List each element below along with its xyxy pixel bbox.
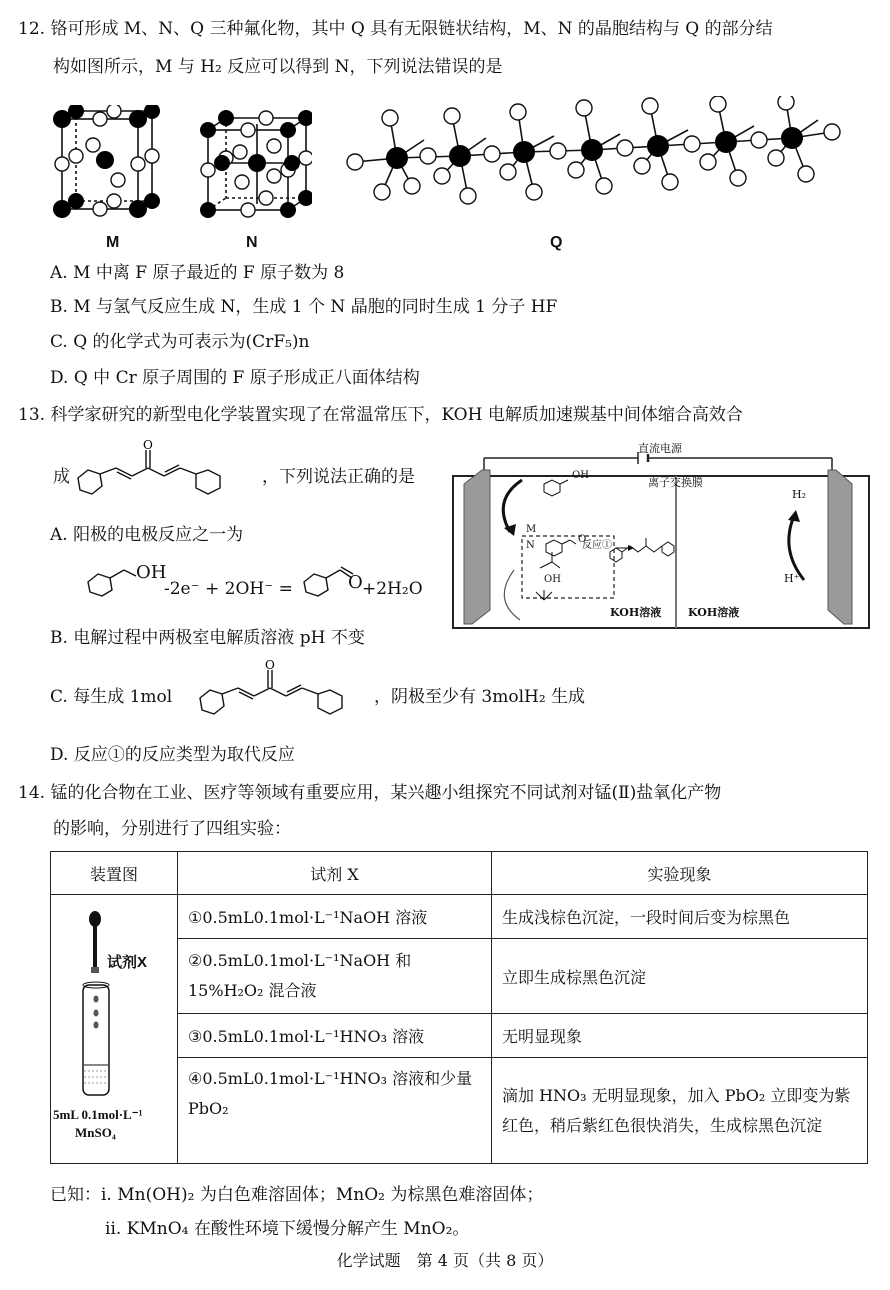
eq-oh: OH (136, 562, 167, 583)
q13-cheng: 成 (53, 467, 70, 487)
table-header-row (51, 852, 868, 895)
reagent-cell: ③0.5mL0.1mol·L⁻¹HNO₃ 溶液 (178, 1014, 492, 1058)
q13-option-d: D. 反应①的反应类型为取代反应 (50, 745, 295, 765)
device-solution-label-2: MnSO₄ (75, 1125, 116, 1140)
app-m-label: M (526, 524, 537, 535)
q13-stem-line2-tail: ，下列说法正确的是 (262, 467, 415, 487)
reaction-1-label: 反应① (582, 540, 612, 551)
device-solution-label-1: 5mL 0.1mol·L⁻¹ (53, 1107, 143, 1122)
carbonyl-o-label: O (143, 440, 153, 452)
q12-option-c: C. Q 的化学式为可表示为(CrF₅)n (50, 332, 310, 352)
test-tube-diagram (51, 905, 171, 1105)
reagent-cell: ①0.5mL0.1mol·L⁻¹NaOH 溶液 (178, 895, 492, 939)
q13-option-a: A. 阳极的电极反应之一为 (50, 525, 244, 545)
power-supply-label: 直流电源 (638, 442, 682, 455)
q14-stem-line1: 14. 锰的化合物在工业、医疗等领域有重要应用，某兴趣小组探究不同试剂对锰(Ⅱ)盐氧化产物 (18, 783, 722, 803)
header-phenomenon: 实验现象 (492, 852, 868, 895)
crystal-m-diagram (48, 105, 160, 225)
chain-q-diagram (340, 96, 850, 212)
q12-stem-line1: 12. 铬可形成 M、N、Q 三种氟化物，其中 Q 具有无限链状结构，M、N 的晶胞结构与 Q 的部分结 (18, 19, 773, 39)
device-reagent-label: 试剂X (107, 954, 148, 971)
app-oh-top: OH (572, 470, 589, 481)
electrolysis-apparatus (452, 440, 870, 630)
left-solution-label: KOH溶液 (610, 606, 662, 619)
app-n-label: N (526, 540, 535, 551)
q12-option-b: B. M 与氢气反应生成 N，生成 1 个 N 晶胞的同时生成 1 分子 HF (50, 297, 558, 317)
header-device: 装置图 (51, 852, 178, 895)
q12-stem-line2: 构如图所示，M 与 H₂ 反应可以得到 N，下列说法错误的是 (53, 57, 503, 77)
reagent-cell: ④0.5mL0.1mol·L⁻¹HNO₃ 溶液和少量 PbO₂ (178, 1058, 492, 1164)
label-q: Q (550, 234, 563, 251)
q13-stem-line1: 13. 科学家研究的新型电化学装置实现了在常温常压下，KOH 电解质加速羰基中间体缩合高效合 (18, 405, 743, 425)
reagent-cell: ②0.5mL0.1mol·L⁻¹NaOH 和 15%H₂O₂ 混合液 (178, 939, 492, 1014)
crystal-n-diagram (192, 108, 312, 220)
q12-option-d: D. Q 中 Cr 原子周围的 F 原子形成正八面体结构 (50, 368, 420, 388)
membrane-label: 离子交换膜 (648, 476, 703, 489)
hplus-label: H⁺ (784, 572, 800, 585)
right-solution-label: KOH溶液 (688, 606, 740, 619)
experiment-table (50, 851, 868, 1164)
page-footer: 化学试题 第 4 页（共 8 页） (336, 1251, 554, 1270)
q13-option-c-pre: C. 每生成 1mol (50, 687, 173, 707)
app-o-label: O (578, 534, 587, 545)
benzyl-alcohol-structure (84, 560, 144, 600)
dibenzylideneacetone-structure-c (196, 660, 380, 722)
header-reagent: 试剂 X (178, 852, 492, 895)
app-oh-bottom: OH (544, 574, 561, 585)
q14-known-2: ⅱ. KMnO₄ 在酸性环境下缓慢分解产生 MnO₂。 (105, 1219, 470, 1239)
table-row (51, 895, 868, 939)
q13-option-c-post: ，阴极至少有 3molH₂ 生成 (374, 687, 586, 707)
dibenzylideneacetone-structure (74, 440, 258, 502)
eq-o: O (348, 572, 363, 593)
phenomenon-cell: 生成浅棕色沉淀，一段时间后变为棕黑色 (492, 895, 868, 939)
phenomenon-cell: 滴加 HNO₃ 无明显现象，加入 PbO₂ 立即变为紫红色，稍后紫红色很快消失，生成棕黑色沉淀 (492, 1058, 868, 1164)
phenomenon-cell: 立即生成棕黑色沉淀 (492, 939, 868, 1014)
eq-lhs: -2e⁻ + 2OH⁻ = (164, 579, 293, 599)
q14-stem-line2: 的影响，分别进行了四组实验： (53, 819, 291, 839)
svg-text:O: O (265, 660, 275, 672)
device-cell (51, 895, 178, 1164)
q12-option-a: A. M 中离 F 原子最近的 F 原子数为 8 (50, 263, 345, 283)
label-n: N (246, 234, 258, 251)
q13-option-b: B. 电解过程中两极室电解质溶液 pH 不变 (50, 628, 365, 648)
eq-rhs: +2H₂O (362, 579, 423, 599)
h2-label: H₂ (792, 488, 807, 501)
q14-known-1: 已知：ⅰ. Mn(OH)₂ 为白色难溶固体；MnO₂ 为棕黑色难溶固体； (50, 1185, 544, 1205)
phenomenon-cell: 无明显现象 (492, 1014, 868, 1058)
label-m: M (106, 234, 120, 251)
